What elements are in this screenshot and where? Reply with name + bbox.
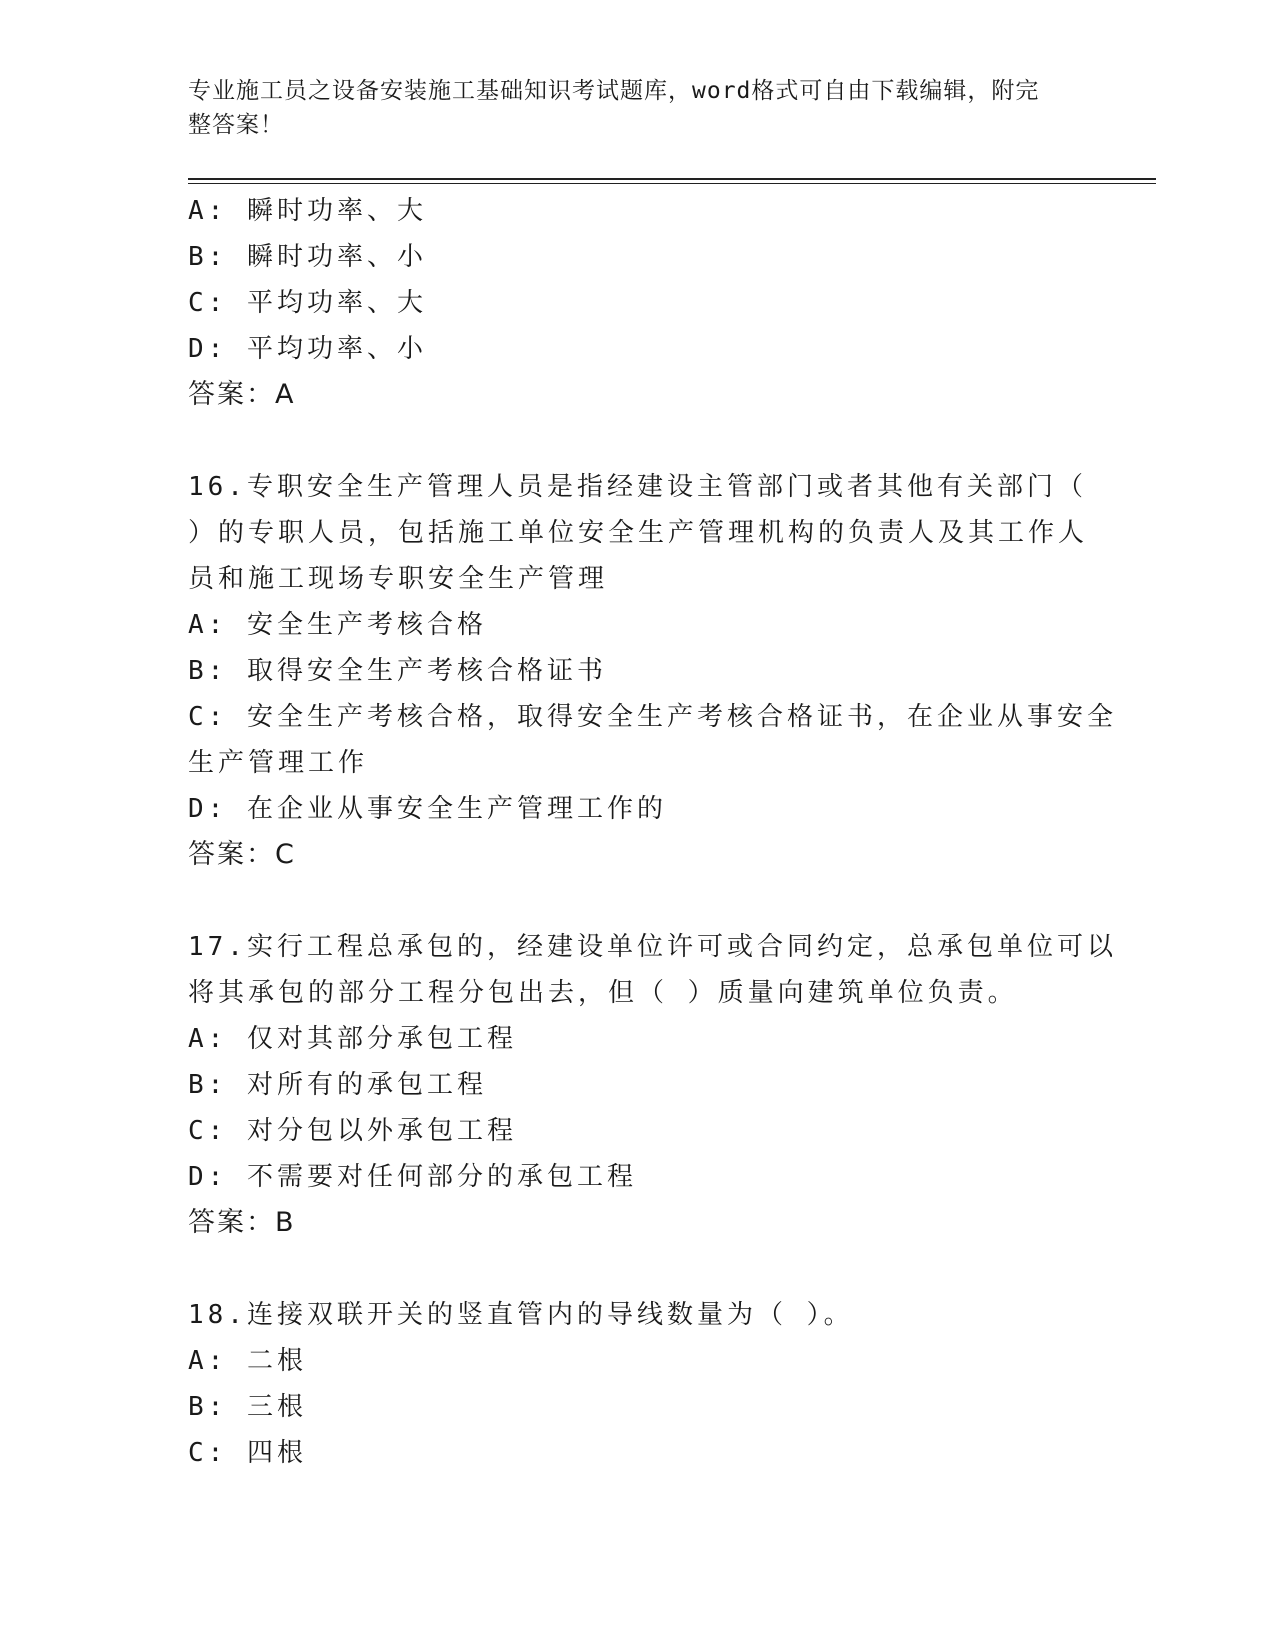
answer: 答案：C: [188, 839, 296, 870]
spacer: [188, 418, 1088, 464]
question-stem-line: 18.连接双联开关的竖直管内的导线数量为（ ）。: [188, 1300, 854, 1330]
answer: 答案：A: [188, 379, 296, 410]
option-c: C: 安全生产考核合格，取得安全生产考核合格证书，在企业从事安全: [188, 702, 1117, 732]
option-b: B: 三根: [188, 1392, 307, 1422]
header-line-2: 整答案！: [188, 112, 284, 138]
option-a: A: 瞬时功率、大: [188, 196, 427, 226]
option-d: D: 在企业从事安全生产管理工作的: [188, 794, 667, 824]
option-c: C: 平均功率、大: [188, 288, 427, 318]
option-b: B: 取得安全生产考核合格证书: [188, 656, 607, 686]
header-divider-thin: [188, 183, 1156, 184]
document-header: [188, 74, 1068, 142]
answer: 答案：B: [188, 1207, 296, 1238]
option-a: A: 仅对其部分承包工程: [188, 1024, 517, 1054]
question-17: [188, 924, 1117, 1246]
option-c: C: 四根: [188, 1438, 307, 1468]
question-stem-line: ）的专职人员，包括施工单位安全生产管理机构的负责人及其工作人: [188, 518, 1089, 548]
option-b: B: 对所有的承包工程: [188, 1070, 487, 1100]
option-a: A: 安全生产考核合格: [188, 610, 487, 640]
spacer: [188, 878, 1088, 924]
option-a: A: 二根: [188, 1346, 307, 1376]
question-stem-line: 员和施工现场专职安全生产管理: [188, 564, 609, 594]
question-stem-line: 17.实行工程总承包的，经建设单位许可或合同约定，总承包单位可以: [188, 932, 1117, 962]
option-c-continued: 生产管理工作: [188, 748, 369, 778]
header-divider-thick: [188, 178, 1156, 180]
question-stem-line: 16.专职安全生产管理人员是指经建设主管部门或者其他有关部门（: [188, 472, 1087, 502]
option-c: C: 对分包以外承包工程: [188, 1116, 517, 1146]
option-b: B: 瞬时功率、小: [188, 242, 427, 272]
option-d: D: 平均功率、小: [188, 334, 427, 364]
question-list: [188, 188, 1117, 1476]
option-d: D: 不需要对任何部分的承包工程: [188, 1162, 637, 1192]
header-line-1: 专业施工员之设备安装施工基础知识考试题库，word格式可自由下载编辑，附完: [188, 78, 1040, 104]
question-stem-line: 将其承包的部分工程分包出去，但（ ）质量向建筑单位负责。: [188, 978, 1018, 1008]
question-18: [188, 1292, 1088, 1476]
question-15: [188, 188, 1088, 418]
spacer: [188, 1246, 1088, 1292]
question-16: [188, 464, 1117, 878]
